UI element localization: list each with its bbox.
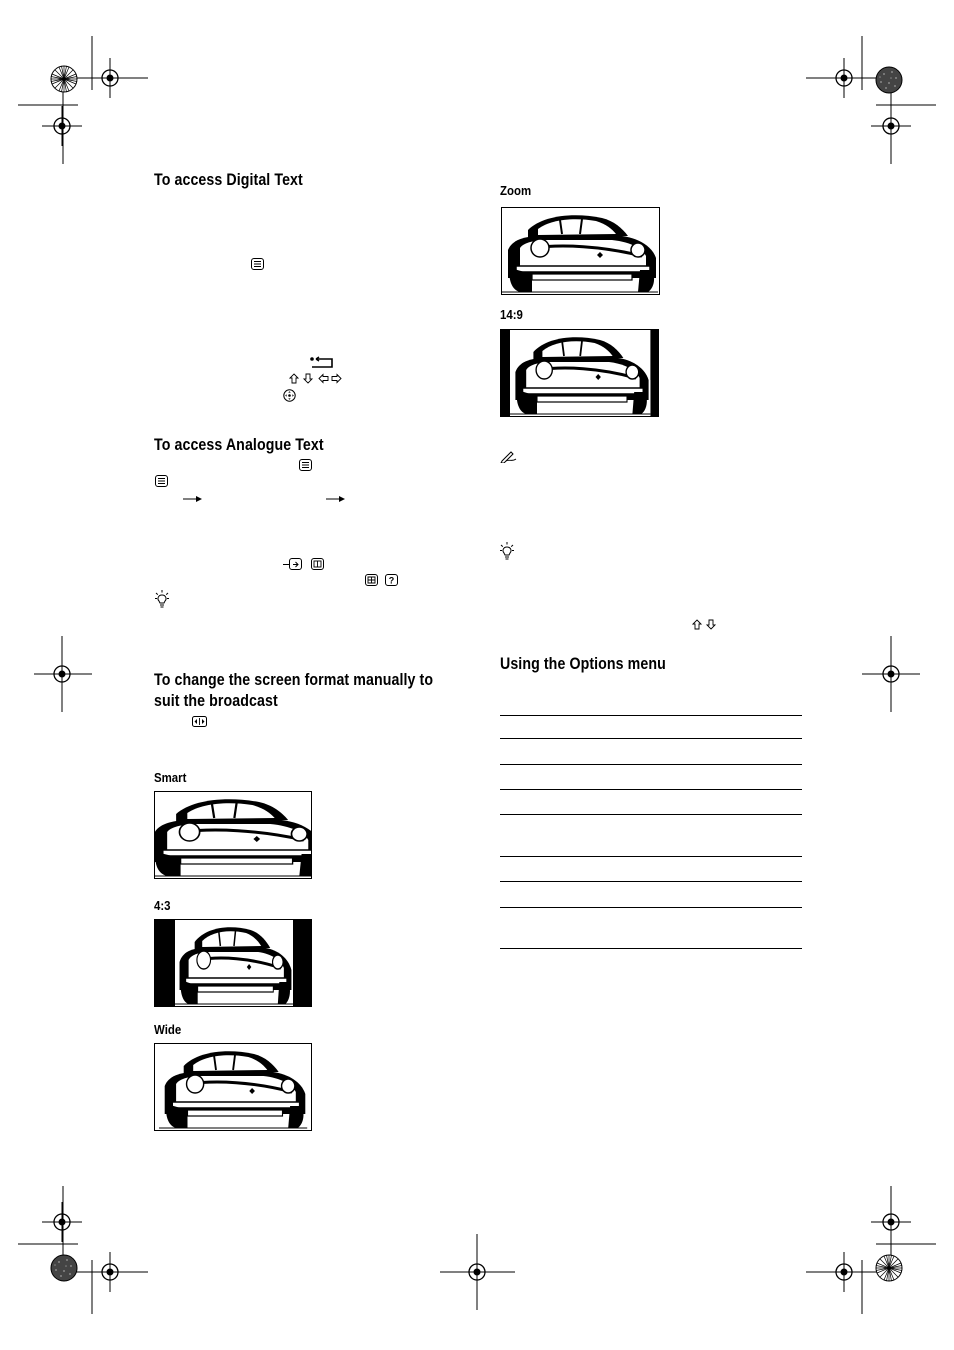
format-label-zoom: Zoom <box>500 183 532 198</box>
format-label-wide: Wide <box>154 1022 182 1037</box>
hint-icon <box>500 542 515 561</box>
options-table-rule <box>500 715 802 716</box>
svg-text:?: ? <box>388 575 395 586</box>
options-table-rule <box>500 738 802 739</box>
crosshair-mark-icon <box>90 1252 130 1292</box>
sunburst-mark-icon <box>876 1255 902 1281</box>
crop-mark-top-right <box>806 36 936 164</box>
crosshair-mark-icon <box>871 1202 911 1242</box>
format-image-wide <box>154 1043 312 1131</box>
crop-mark-top-left <box>18 36 148 164</box>
arrow-right-icon <box>183 495 203 503</box>
crosshair-mark-icon <box>42 1202 82 1242</box>
options-table-rule <box>500 764 802 765</box>
arrow-buttons-icon <box>289 373 343 385</box>
return-icon <box>309 356 335 370</box>
index-icon <box>311 558 325 571</box>
format-image-smart <box>154 791 312 879</box>
teletext-icon <box>155 475 169 488</box>
crosshair-mark-icon <box>42 106 82 146</box>
teletext-icon <box>299 459 313 472</box>
screen-format-heading: To change the screen format manually to suit the broadcast <box>154 671 434 710</box>
arrow-up-down-icon <box>692 619 718 631</box>
options-table-rule <box>500 907 802 908</box>
arrow-right-icon <box>326 495 346 503</box>
format-label-4-3: 4:3 <box>154 898 171 913</box>
crosshair-mark-icon <box>90 58 130 98</box>
crosshair-mark-icon <box>824 1252 864 1292</box>
ok-icon <box>283 389 296 402</box>
wide-mode-icon <box>192 716 208 728</box>
reveal-icon <box>365 574 379 587</box>
teletext-icon <box>251 258 265 271</box>
note-icon <box>500 451 518 463</box>
crosshair-mark-icon <box>824 58 864 98</box>
format-image-zoom <box>501 207 660 295</box>
question-icon <box>385 574 399 587</box>
options-table-rule <box>500 814 802 815</box>
digital-text-heading: To access Digital Text <box>154 171 303 189</box>
options-table-rule <box>500 789 802 790</box>
crosshair-mark-icon <box>457 1252 497 1292</box>
format-label-smart: Smart <box>154 770 187 785</box>
options-menu-heading: Using the Options menu <box>500 655 666 673</box>
dotball-mark-icon <box>876 67 902 93</box>
analogue-text-heading: To access Analogue Text <box>154 436 324 454</box>
crosshair-mark-icon <box>871 106 911 146</box>
hint-icon <box>155 590 170 609</box>
crosshair-mark-icon <box>871 654 911 694</box>
sunburst-mark-icon <box>51 66 77 92</box>
dotball-mark-icon <box>51 1255 77 1281</box>
crosshair-mark-icon <box>42 654 82 694</box>
options-table-rule <box>500 856 802 857</box>
hold-icon <box>283 558 303 571</box>
format-image-14-9 <box>500 329 659 417</box>
format-label-14-9: 14:9 <box>500 307 523 322</box>
format-image-4-3 <box>154 919 312 1007</box>
options-table-rule <box>500 881 802 882</box>
options-table-rule <box>500 948 802 949</box>
